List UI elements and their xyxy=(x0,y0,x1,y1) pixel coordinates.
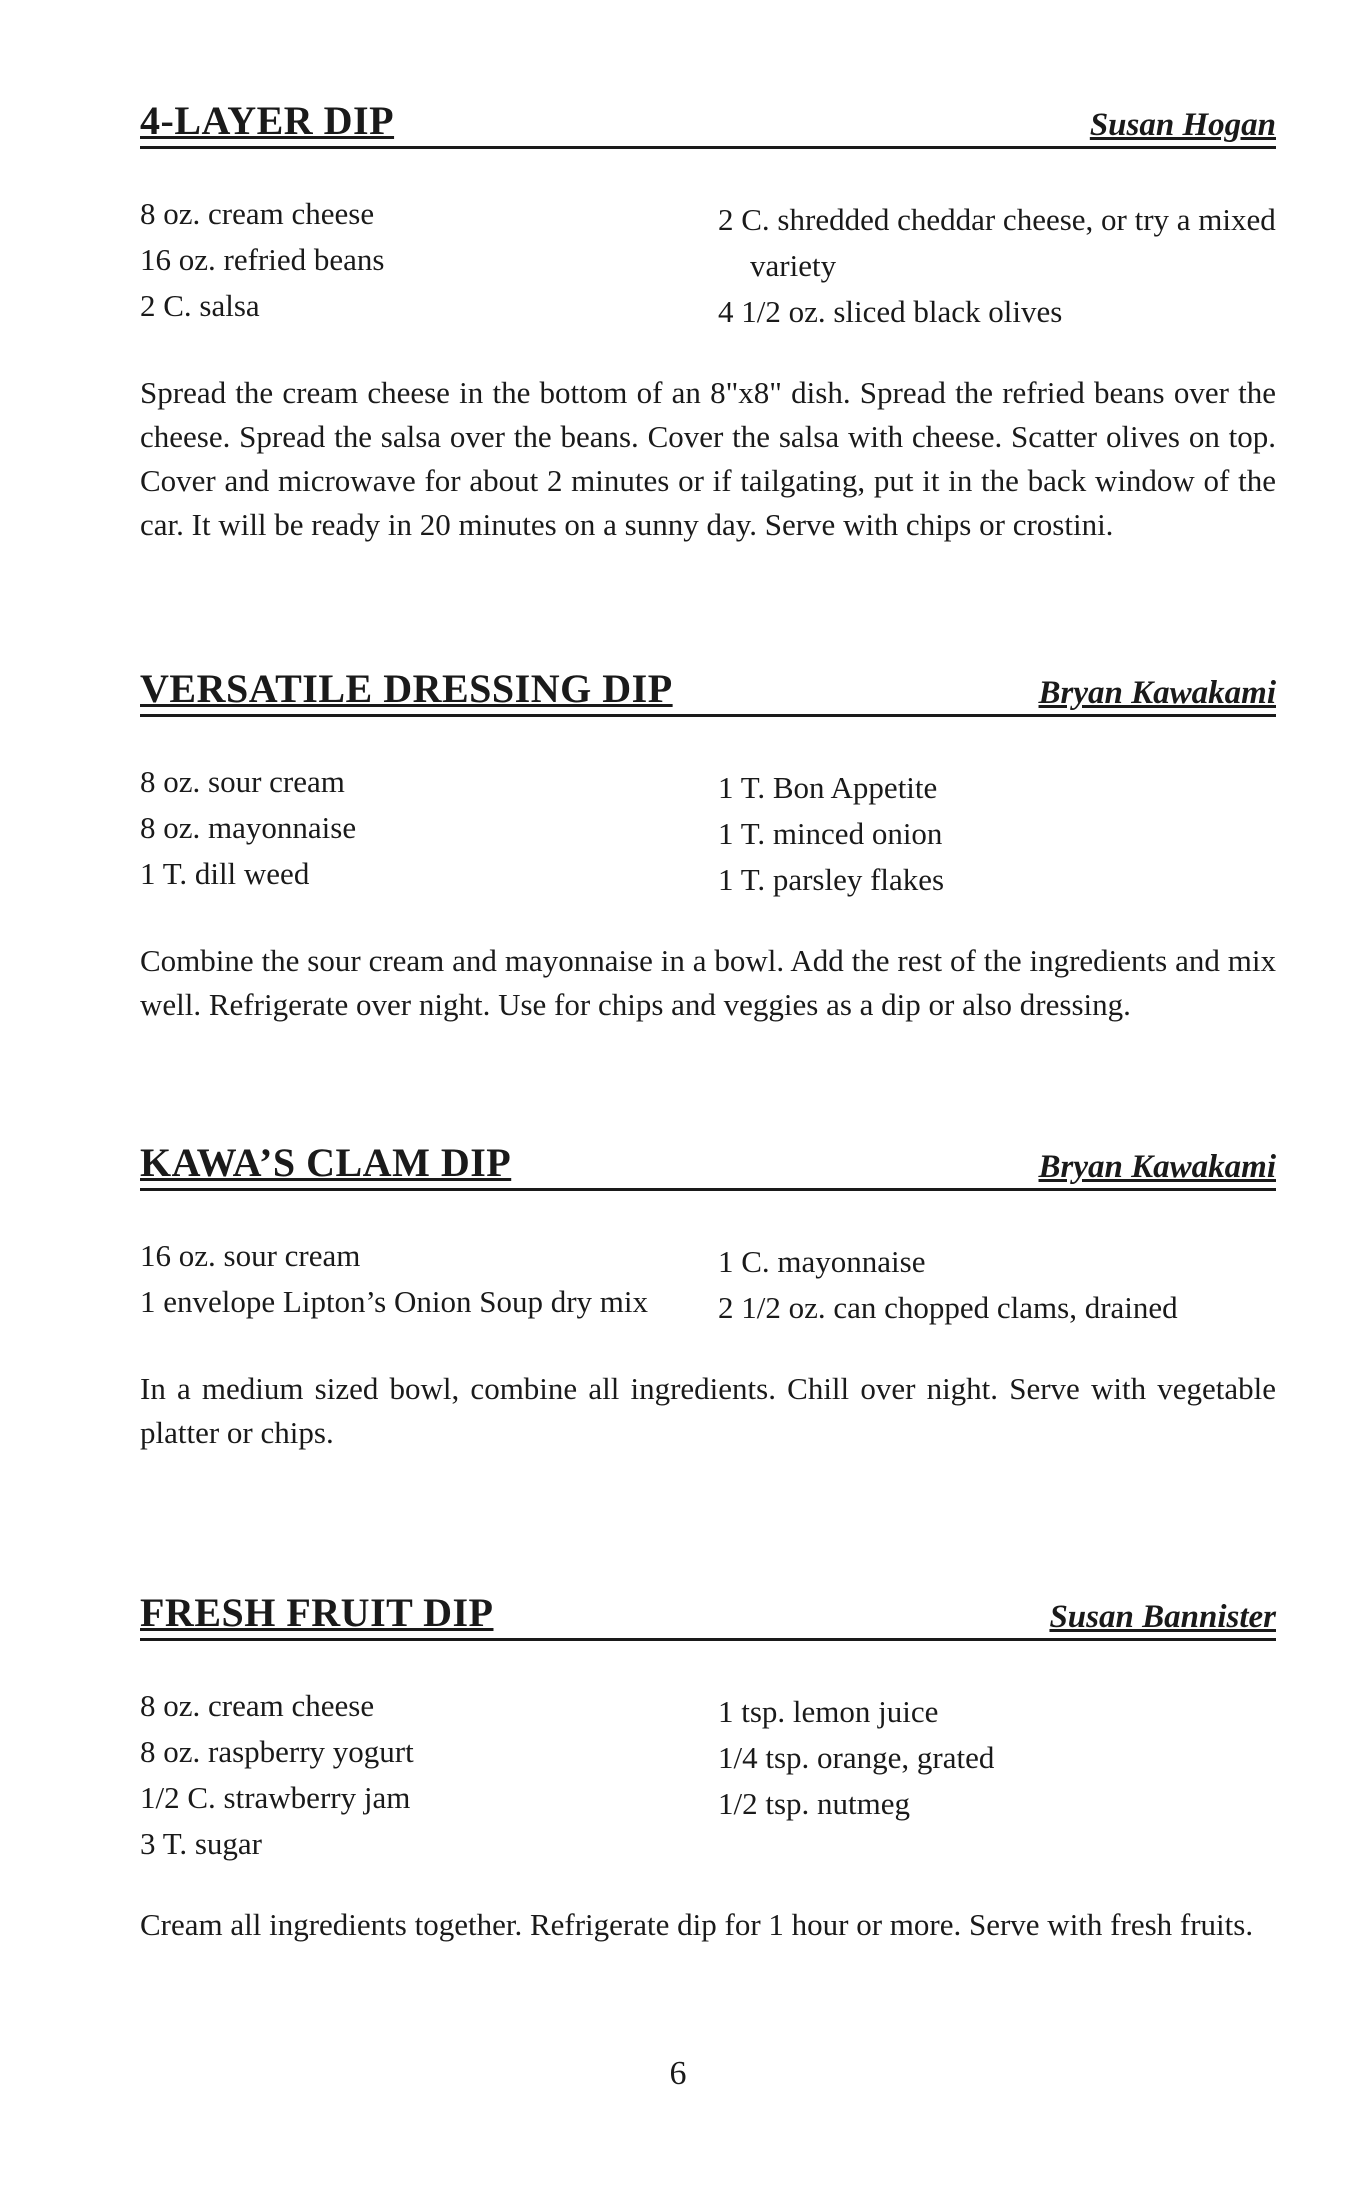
ingredients-right xyxy=(698,1239,1276,1331)
recipe-title: 4-LAYER DIP xyxy=(140,98,395,143)
page-number: 6 xyxy=(669,2055,687,2092)
ingredient: 8 oz. cream cheese xyxy=(140,1688,375,1723)
ingredient: 8 oz. cream cheese xyxy=(140,196,375,231)
recipe-kawas-clam-dip xyxy=(140,1138,1276,1486)
ingredient: 16 oz. refried beans xyxy=(140,242,385,277)
ingredients-left xyxy=(140,1683,698,1867)
ingredient: 8 oz. sour cream xyxy=(140,764,345,799)
ingredients xyxy=(140,191,1276,335)
ingredient: 1 T. parsley flakes xyxy=(718,862,945,897)
recipe-4-layer-dip xyxy=(140,96,1276,578)
recipe-directions: Cream all ingredients together. Refrigerate dip for 1 hour or more. Serve with fresh fruits. xyxy=(140,1907,1254,1942)
ingredients xyxy=(140,759,1276,903)
recipe-header xyxy=(140,1588,1276,1641)
ingredient: 8 oz. mayonnaise xyxy=(140,810,357,845)
recipe-directions: In a medium sized bowl, combine all ingredients. Chill over night. Serve with vegetable platter or chips. xyxy=(140,1371,1276,1450)
ingredient: 1 tsp. lemon juice xyxy=(718,1694,939,1729)
ingredient: 2 C. shredded cheddar cheese, or try a mixed variety xyxy=(718,202,1276,283)
ingredients-left xyxy=(140,191,698,335)
recipe-versatile-dressing-dip xyxy=(140,664,1276,1058)
ingredient: 1/4 tsp. orange, grated xyxy=(718,1740,995,1775)
recipe-author: Susan Bannister xyxy=(1049,1599,1276,1635)
ingredient: 8 oz. raspberry yogurt xyxy=(140,1734,414,1769)
ingredient: 2 C. salsa xyxy=(140,288,260,323)
ingredient: 16 oz. sour cream xyxy=(140,1238,361,1273)
recipe-title: KAWA’S CLAM DIP xyxy=(140,1140,512,1185)
ingredient: 1 T. minced onion xyxy=(718,816,943,851)
recipe-title: FRESH FRUIT DIP xyxy=(140,1590,494,1635)
ingredients-right xyxy=(698,197,1276,335)
ingredient: 3 T. sugar xyxy=(140,1826,262,1861)
recipe-author: Susan Hogan xyxy=(1089,107,1276,143)
ingredients xyxy=(140,1683,1276,1867)
recipe-header xyxy=(140,96,1276,149)
ingredient: 1 C. mayonnaise xyxy=(718,1244,926,1279)
ingredients xyxy=(140,1233,1276,1331)
ingredients-right xyxy=(698,765,1276,903)
ingredients-left xyxy=(140,759,698,903)
ingredient: 1 envelope Lipton’s Onion Soup dry mix xyxy=(140,1284,649,1319)
recipe-directions: Combine the sour cream and mayonnaise in a bowl. Add the rest of the ingredients and mix well. Refrigerate over night. Use for chips and veggies as a dip or also dressing. xyxy=(140,943,1276,1022)
ingredient: 1/2 C. strawberry jam xyxy=(140,1780,411,1815)
recipe-author: Bryan Kawakami xyxy=(1038,675,1276,711)
ingredients-right xyxy=(698,1689,1276,1867)
ingredient: 1 T. dill weed xyxy=(140,856,310,891)
recipe-header xyxy=(140,664,1276,717)
recipe-title: VERSATILE DRESSING DIP xyxy=(140,666,673,711)
ingredient: 1 T. Bon Appetite xyxy=(718,770,938,805)
ingredients-left xyxy=(140,1233,698,1331)
recipe-header xyxy=(140,1138,1276,1191)
ingredient: 4 1/2 oz. sliced black olives xyxy=(718,294,1063,329)
recipe-author: Bryan Kawakami xyxy=(1038,1149,1276,1185)
recipe-fresh-fruit-dip xyxy=(140,1588,1276,1978)
ingredient: 1/2 tsp. nutmeg xyxy=(718,1786,911,1821)
ingredient: 2 1/2 oz. can chopped clams, drained xyxy=(718,1290,1178,1325)
recipe-directions: Spread the cream cheese in the bottom of an 8"x8" dish. Spread the refried beans over the cheese. Spread the salsa over the beans. Cover the salsa with cheese. Scatter olives on top. Cover and microwave for about 2 minutes or if tailgating, put it in the back window of the car. It will be ready in 20 minutes on a sunny day. Serve with chips or crostini. xyxy=(140,375,1276,542)
